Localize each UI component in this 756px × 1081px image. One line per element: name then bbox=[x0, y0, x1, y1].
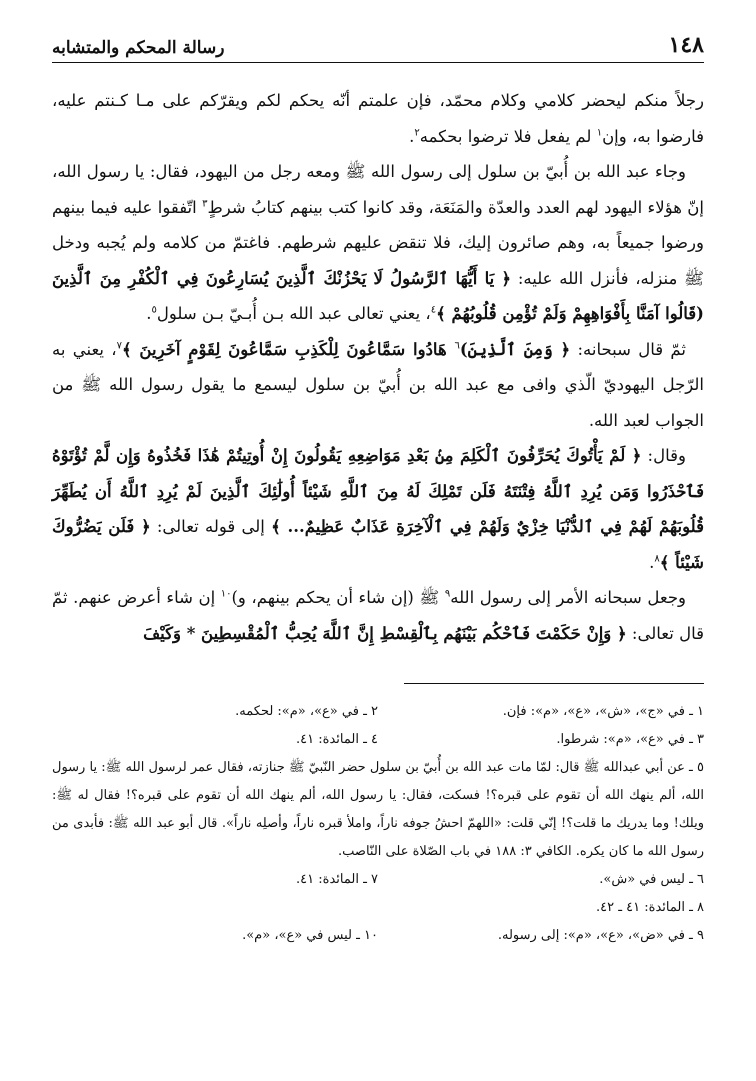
footnotes bbox=[52, 698, 704, 950]
quran-verse: ﴿ لَمْ يَأْتُوكَ يُحَرِّفُونَ ٱلْكَلِمَ مِنۢ بَعْدِ مَوَاضِعِهِ يَقُولُونَ إِنْ أُوتِيتُمْ هَٰذَا فَخُذُوهُ وَإِن لَّمْ تُؤْتَوْهُ فَٱحْذَرُوا وَمَن يُرِدِ ٱللَّهُ فِتْنَتَهُ فَلَن تَمْلِكَ لَهُ مِنَ ٱللَّهِ شَيْئاً أُولَٰئِكَ ٱلَّذِينَ لَمْ يُرِدِ ٱللَّهُ أَن يُطَهِّرَ قُلُوبَهُمْ لَهُمْ فِي ٱلدُّنْيَا خِزْيٌ وَلَهُمْ فِي ٱلْآخِرَةِ عَذَابٌ عَظِيمٌ... ﴾ bbox=[52, 446, 704, 536]
paragraph bbox=[52, 580, 704, 651]
text-run: لم يفعل فلا ترضوا بحكمه bbox=[419, 126, 597, 146]
paragraph bbox=[52, 332, 704, 439]
footnote-6: ٦ ـ ليس في «ش». bbox=[599, 872, 704, 887]
text-run: إن شاء أعرض عنهم. ثمّ قال تعالى: bbox=[52, 588, 704, 643]
footnote-marker: ٧ bbox=[116, 340, 122, 351]
paragraph bbox=[52, 438, 704, 580]
footnote-row bbox=[52, 866, 704, 894]
footnote-marker: ٤ bbox=[430, 304, 437, 316]
text-run: ﷺ (إن شاء أن يحكم بينهم، و) bbox=[231, 588, 445, 607]
footnote-marker: ٣ bbox=[202, 198, 208, 209]
footnote-8: ٨ ـ المائدة: ٤١ ـ ٤٢. bbox=[595, 900, 704, 915]
footnote-marker: ٢ bbox=[414, 127, 420, 138]
quran-verse: ﴿ وَمِنَ ٱلَّذِينَ) bbox=[459, 339, 571, 359]
footnote-empty bbox=[52, 894, 378, 922]
main-text bbox=[52, 83, 704, 651]
footnote-1: ١ ـ في «ج»، «ش»، «ع»، «م»: فإن. bbox=[502, 704, 704, 719]
footnote-3: ٣ ـ في «ع»، «م»: شرطوا. bbox=[556, 732, 704, 747]
footnote-5: ٥ ـ عن أبي عبدالله ﷺ قال: لمّا مات عبد الله بن أُبيّ بن سلول حضر النّبيّ ﷺ جنازته، فقال عمر لرسول الله ﷺ: يا رسول الله، ألم ينهك الله أن تقوم على قبره؟! فسكت، فقال: يا رسول الله، ألم ينهك الله أن تقوم على قبره؟! فقال له ﷺ: ويلك! وما يدريك ما قلت؟! إنّي قلت: «اللهمّ احشُ جوفه ناراً، واملأ قبره ناراً، وأصلِه ناراً». قال أبو عبد الله ﷺ: فأبدى من رسول الله ما كان يكره. الكافي ٣: ١٨٨ في باب الصّلاة على النّاصب. bbox=[52, 760, 704, 859]
text-run: . bbox=[649, 552, 655, 572]
text-run: ، يعني تعالى عبد الله بـن أُبـيّ بـن سلول bbox=[156, 304, 431, 323]
quran-verse: ﴿ فَلَن يَضُرُّوكَ شَيْئاً ﴾ bbox=[52, 517, 704, 572]
text-run: ثمّ قال سبحانه: bbox=[570, 339, 686, 359]
footnote-10: ١٠ ـ ليس في «ع»، «م». bbox=[242, 928, 378, 943]
text-run: وقال: bbox=[641, 446, 686, 465]
footnote-marker: ١ bbox=[596, 127, 603, 138]
footnote-marker: ٩ bbox=[444, 588, 451, 600]
footnote-separator bbox=[404, 683, 704, 684]
quran-verse: ﴿ يَا أَيُّهَا ٱلرَّسُولُ لَا يَحْزُنْكَ ٱلَّذِينَ يُسَارِعُونَ فِي ٱلْكُفْرِ مِنَ ٱلَّذِينَ (قَالُوا آمَنَّا بِأَفْوَاهِهِمْ وَلَمْ تُؤْمِن قُلُوبُهُمْ ﴾ bbox=[52, 268, 704, 323]
quran-verse: هَادُوا سَمَّاعُونَ لِلْكَذِبِ سَمَّاعُونَ لِقَوْمٍ آخَرِينَ ﴾ bbox=[121, 339, 455, 359]
page-header bbox=[52, 28, 704, 63]
running-title: رسالة المحكم والمتشابه bbox=[52, 38, 225, 58]
text-run: ، يعني به الرّجل اليهوديّ الّذي وافى مع عبد الله بن أُبيّ بن سلول ليسمع ما يقول رسول الله ﷺ من الجواب لعبد الله. bbox=[52, 339, 704, 430]
page-number: ١٤٨ bbox=[668, 32, 704, 58]
footnote-row bbox=[52, 922, 704, 950]
footnote-2: ٢ ـ في «ع»، «م»: لحكمه. bbox=[235, 704, 378, 719]
footnote-marker: ٥ bbox=[151, 304, 157, 316]
paragraph bbox=[52, 154, 704, 332]
text-run: وجعل سبحانه الأمر إلى رسول الله bbox=[450, 588, 687, 607]
footnote-4: ٤ ـ المائدة: ٤١. bbox=[296, 732, 378, 747]
footnote-row bbox=[52, 698, 704, 726]
text-run: . bbox=[146, 304, 152, 323]
quran-verse: ﴿ وَإِنْ حَكَمْتَ فَٱحْكُم بَيْنَهُم بِٱلْقِسْطِ إِنَّ ٱللَّهَ يُحِبُّ ٱلْمُقْسِطِينَ * وَكَيْفَ bbox=[143, 623, 627, 643]
footnote-row bbox=[52, 726, 704, 754]
footnote-marker: ٦ bbox=[454, 340, 460, 351]
text-run: اتّفقوا عليه فيما بينهم ورضوا جميعاً به، وهم صائرون إليك، فلا تنقض عليهم شرطهم. فاغتمّ من كلامه ولم يُجبه ودخل ﷺ منزله، فأنزل الله عليه: bbox=[52, 197, 704, 288]
footnote-9: ٩ ـ في «ض»، «ع»، «م»: إلى رسوله. bbox=[497, 928, 704, 943]
text-run: وجاء عبد الله بن أُبيّ بن سلول إلى رسول الله ﷺ ومعه رجل من اليهود، فقال: يا رسول الله، إنّ هؤلاء اليهود لهم العدد والعدّة والمَنَعَة، وقد كانوا كتب بينهم كتابُ شرطٍ bbox=[52, 162, 704, 217]
footnote-marker: ٨ bbox=[654, 553, 660, 564]
paragraph bbox=[52, 83, 704, 154]
footnote-marker: ١٠ bbox=[220, 588, 232, 600]
footnote-7: ٧ ـ المائدة: ٤١. bbox=[296, 872, 378, 887]
text-run: . bbox=[409, 126, 415, 146]
footnote-row bbox=[52, 894, 704, 922]
text-run: إلى قوله تعالى: bbox=[150, 517, 272, 536]
text-run: رجلاً منكم ليحضر كلامي وكلام محمّد، فإن علمتم أنّه يحكم لكم ويقرّكم على مـا كـنتم عليه، فارضوا به، وإن bbox=[52, 91, 704, 146]
